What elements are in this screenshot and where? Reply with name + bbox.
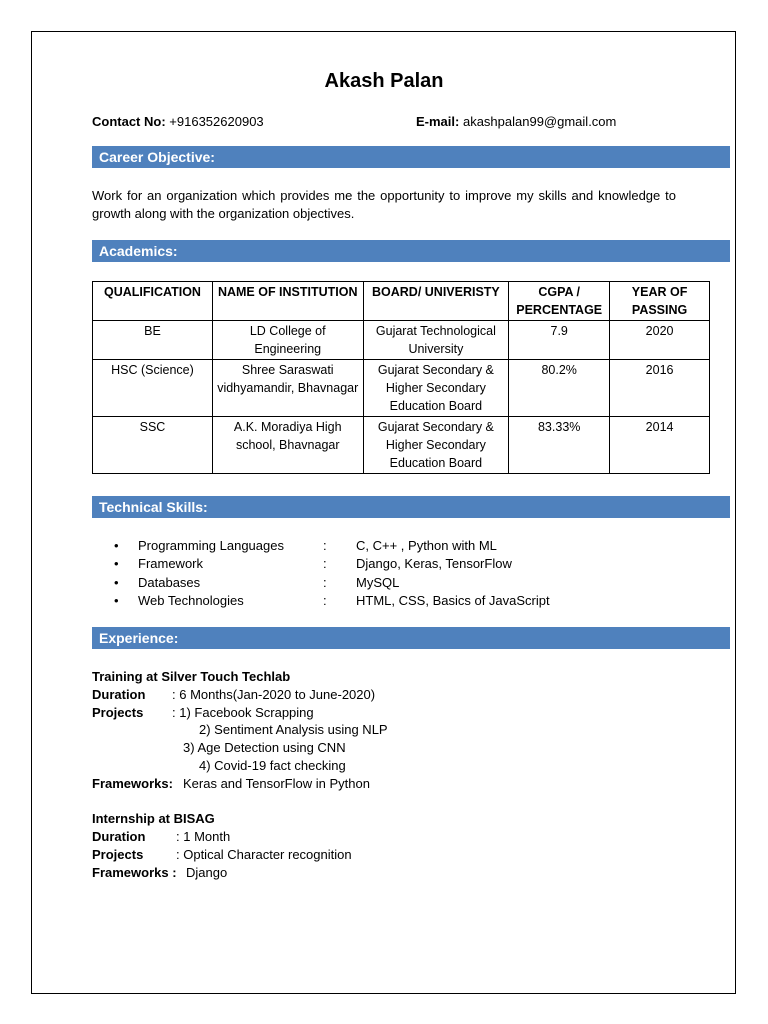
cell-cgpa: 83.33% [509,417,610,474]
cell-board: Gujarat Secondary & Higher Secondary Education Board [363,417,509,474]
cell-board: Gujarat Technological University [363,321,509,360]
projects-label: Projects [92,847,144,862]
training-frameworks [92,775,370,793]
skill-name: Web Technologies [138,592,244,608]
academics-table [92,281,710,474]
email-label: E-mail: [416,114,460,129]
project-item: 4) Covid-19 fact checking [199,758,346,773]
skill-value: Django, Keras, TensorFlow [356,556,512,572]
training-title-text: Training at Silver Touch Techlab [92,669,291,684]
section-technical-skills: Technical Skills: [92,496,730,518]
duration-label: Duration [92,687,146,702]
project-item: 3) Age Detection using CNN [183,740,346,755]
skill-colon: : [323,574,327,590]
project-item: : 1) Facebook Scrapping [172,705,314,720]
header-cgpa: CGPA / PERCENTAGE [509,282,610,321]
skill-value: MySQL [356,574,400,590]
duration-label: Duration [92,829,146,844]
cell-year: 2020 [610,321,710,360]
skill-value: C, C++ , Python with ML [356,538,497,553]
bullet-icon: • [114,592,119,608]
frameworks-value: Keras and TensorFlow in Python [183,776,370,791]
internship-frameworks [92,864,228,882]
cell-board: Gujarat Secondary & Higher Secondary Education Board [363,360,509,417]
cell-institution: A.K. Moradiya High school, Bhavnagar [212,417,363,474]
cell-cgpa: 80.2% [509,360,610,417]
project-item: 2) Sentiment Analysis using NLP [199,722,388,737]
skill-value: HTML, CSS, Basics of JavaScript [356,592,550,608]
cell-year: 2014 [610,417,710,474]
bullet-icon: • [114,556,119,572]
skill-name: Programming Languages [138,538,284,553]
contact-value: +916352620903 [169,114,264,129]
table-row [93,417,710,474]
internship-duration [92,828,231,846]
skill-colon: : [323,592,327,608]
candidate-name: Akash Palan [324,70,444,92]
cell-cgpa: 7.9 [509,321,610,360]
cell-institution: Shree Saraswati vidhyamandir, Bhavnagar [212,360,363,417]
internship-title-text: Internship at BISAG [92,811,215,826]
duration-value: : 1 Month [176,829,231,844]
training-title [92,668,290,686]
email-line [416,114,616,129]
skill-name: Databases [138,574,201,590]
section-career-objective: Career Objective: [92,146,730,168]
frameworks-label: Frameworks : [92,865,177,880]
frameworks-value: Django [186,865,228,880]
projects-value: : Optical Character recognition [176,847,352,862]
header-year: YEAR OF PASSING [610,282,710,321]
contact-label: Contact No: [92,114,166,129]
cell-year: 2016 [610,360,710,417]
skill-colon: : [323,556,327,572]
skill-colon: : [323,538,327,553]
skill-name: Framework [138,556,204,572]
table-header-row [93,282,710,321]
section-experience: Experience: [92,627,730,649]
projects-label: Projects [92,705,144,720]
frameworks-label: Frameworks: [92,776,173,791]
table-row [93,360,710,417]
internship-projects [92,846,352,864]
bullet-icon: • [114,574,119,590]
header-qualification: QUALIFICATION [93,282,213,321]
training-projects [92,704,314,722]
cell-qualification: SSC [93,417,213,474]
cell-qualification: HSC (Science) [93,360,213,417]
cell-institution: LD College of Engineering [212,321,363,360]
header-institution: NAME OF INSTITUTION [212,282,363,321]
duration-value: : 6 Months(Jan-2020 to June-2020) [172,687,376,702]
training-duration [92,686,376,704]
section-academics: Academics: [92,240,730,262]
header-board: BOARD/ UNIVERISTY [363,282,509,321]
career-objective-text: Work for an organization which provides me the opportunity to improve my skills and knowledge to growth along with the organization objectives. [92,188,676,221]
email-value: akashpalan99@gmail.com [462,114,617,129]
bullet-icon: • [114,538,119,553]
internship-title [92,810,215,828]
cell-qualification: BE [93,321,213,360]
table-row [93,321,710,360]
contact-line [92,114,264,129]
